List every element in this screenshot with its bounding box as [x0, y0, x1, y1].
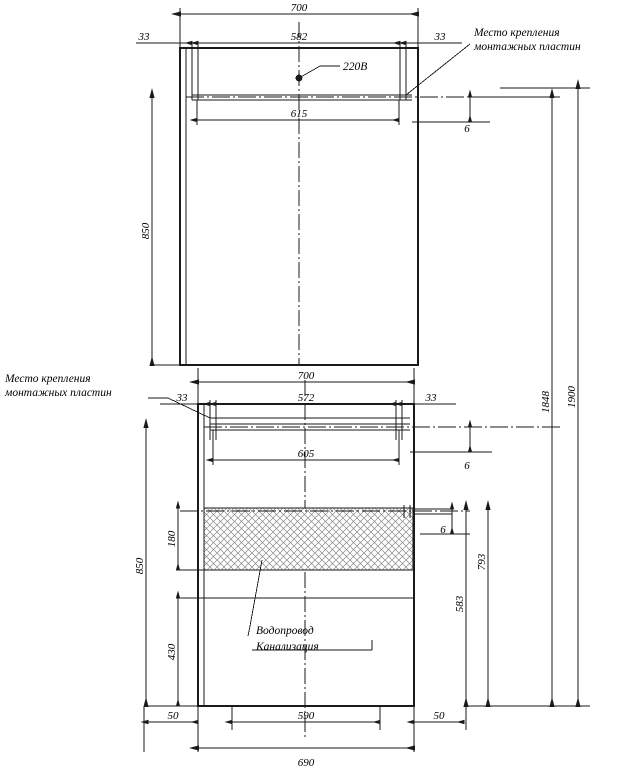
dim-top-850 [152, 97, 180, 365]
dim-label-583: 583 [454, 595, 466, 613]
dim-bottom-850 [146, 427, 198, 706]
dim-label-top-left-33: 33 [138, 31, 150, 43]
dim-top-6 [412, 97, 490, 122]
dim-label-top-850: 850 [140, 222, 152, 240]
dim-label-605: 605 [297, 448, 315, 460]
dim-label-foot-left: 50 [167, 710, 179, 722]
dim-label-bottom-right-33: 33 [425, 392, 437, 404]
dim-label-793: 793 [476, 553, 488, 571]
dim-label-430: 430 [166, 643, 178, 661]
mount-note-top-line2: монтажных пластин [474, 41, 581, 53]
mount-note-bottom-line1: Место крепления [5, 373, 91, 385]
dim-label-bottom-700: 700 [297, 370, 315, 382]
dim-label-1848: 1848 [540, 391, 552, 413]
mount-note-bottom-line2: монтажных пластин [5, 387, 112, 399]
dim-label-top-right-33: 33 [434, 31, 446, 43]
dim-label-1900: 1900 [566, 386, 578, 408]
dim-label-top-582: 582 [290, 31, 308, 43]
dim-label-top-700: 700 [290, 2, 308, 14]
dim-label-bottom-850: 850 [134, 557, 146, 575]
mount-note-top-line1: Место крепления [474, 27, 560, 39]
dim-label-bottom-6-upper: 6 [464, 460, 470, 472]
dim-label-bottom-572: 572 [297, 392, 315, 404]
sewer-label: Канализация [256, 641, 319, 653]
power-label: 220В [343, 61, 368, 73]
dim-583 [466, 509, 560, 706]
plumbing-zone-hatch [204, 508, 413, 570]
dim-bottom-6-upper [410, 427, 492, 452]
dim-label-180: 180 [166, 530, 178, 548]
dim-label-bottom-left-33: 33 [176, 392, 188, 404]
dim-label-foot-center: 590 [297, 710, 315, 722]
dim-label-base-690: 690 [297, 757, 315, 769]
dim-label-top-6: 6 [464, 123, 470, 135]
water-supply-label: Водопровод [256, 625, 314, 637]
dim-label-bottom-6-lower: 6 [440, 524, 446, 536]
dim-label-615: 615 [290, 108, 308, 120]
dim-label-foot-right: 50 [433, 710, 445, 722]
